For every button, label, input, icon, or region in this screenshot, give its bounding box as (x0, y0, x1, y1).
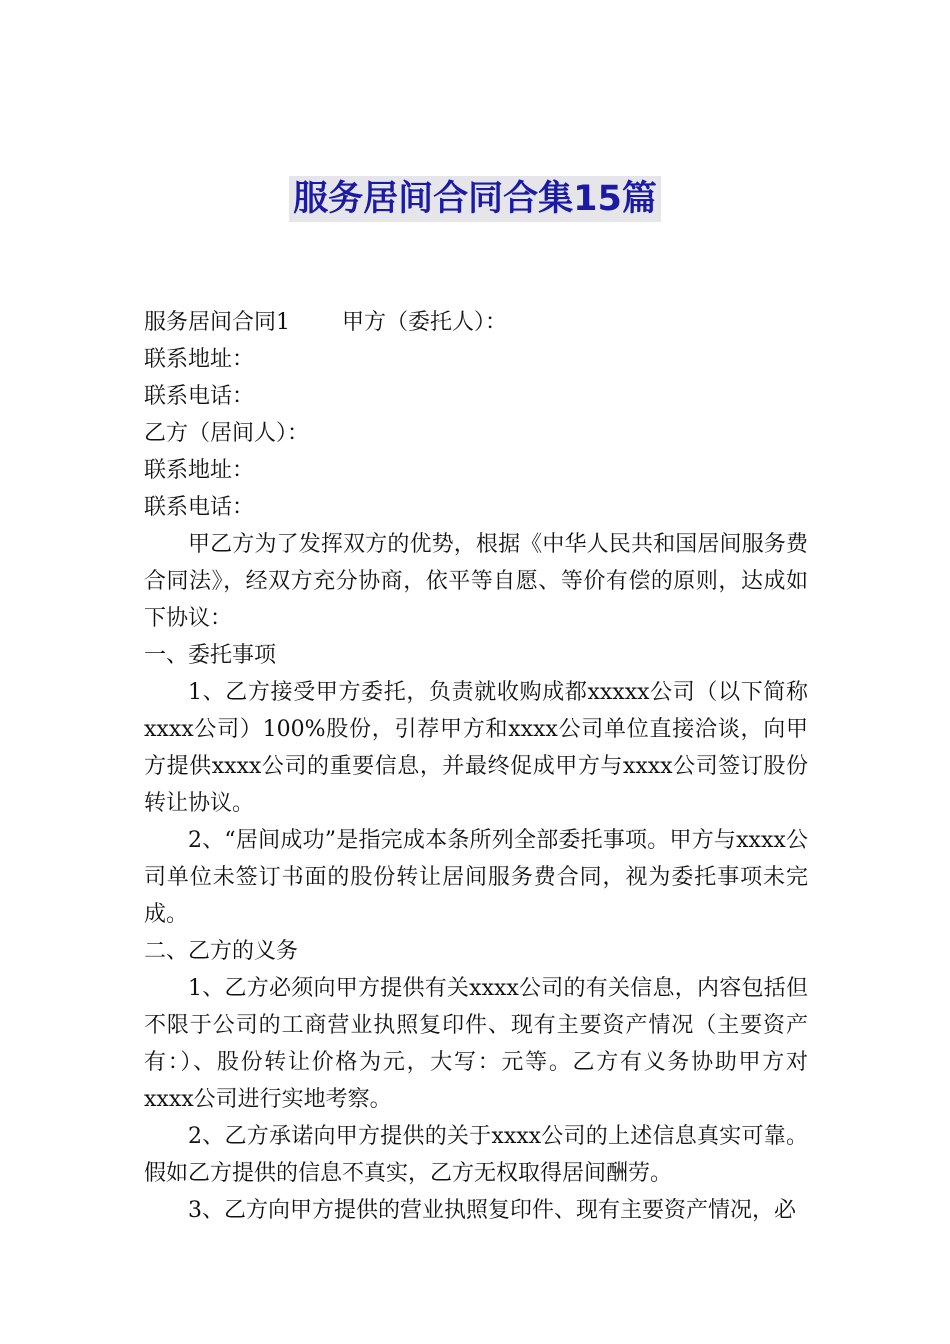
contract-heading-line (144, 304, 808, 341)
section-1-item-2: 2、“居间成功”是指完成本条所列全部委托事项。甲方与xxxx公司单位未签订书面的股份转让居间服务费合同，视为委托事项未完成。 (144, 828, 808, 927)
party-b-address: 联系地址： (144, 458, 255, 483)
section-2-item-3: 3、乙方向甲方提供的营业执照复印件、现有主要资产情况，必 (188, 1198, 796, 1223)
section-1-title: 一、委托事项 (144, 643, 277, 668)
party-a-phone: 联系电话： (144, 384, 255, 409)
document-title: 服务居间合同合集15篇 (289, 176, 661, 222)
party-a-label: 甲方（委托人）： (342, 310, 508, 335)
document-body (144, 304, 808, 1229)
section-2-title: 二、乙方的义务 (144, 939, 299, 964)
party-b-phone: 联系电话： (144, 495, 255, 520)
party-a-address: 联系地址： (144, 347, 255, 372)
title-container (0, 176, 950, 222)
contract-number: 服务居间合同1 (144, 310, 290, 335)
intro-paragraph: 甲乙方为了发挥双方的优势，根据《中华人民共和国居间服务费合同法》，经双方充分协商，依平等自愿、等价有偿的原则，达成如下协议： (144, 532, 808, 631)
section-2-item-1: 1、乙方必须向甲方提供有关xxxx公司的有关信息，内容包括但不限于公司的工商营业执照复印件、现有主要资产情况（主要资产有：）、股份转让价格为元，大写：元等。乙方有义务协助甲方对xxxx公司进行实地考察。 (144, 976, 808, 1112)
section-2-item-2: 2、乙方承诺向甲方提供的关于xxxx公司的上述信息真实可靠。假如乙方提供的信息不真实，乙方无权取得居间酬劳。 (144, 1124, 808, 1186)
section-1-item-1: 1、乙方接受甲方委托，负责就收购成都xxxxx公司（以下简称xxxx公司）100%股份，引荐甲方和xxxx公司单位直接洽谈，向甲方提供xxxx公司的重要信息，并最终促成甲方与xxxx公司签订股份转让协议。 (144, 680, 808, 816)
party-b-label: 乙方（居间人）： (144, 421, 310, 446)
